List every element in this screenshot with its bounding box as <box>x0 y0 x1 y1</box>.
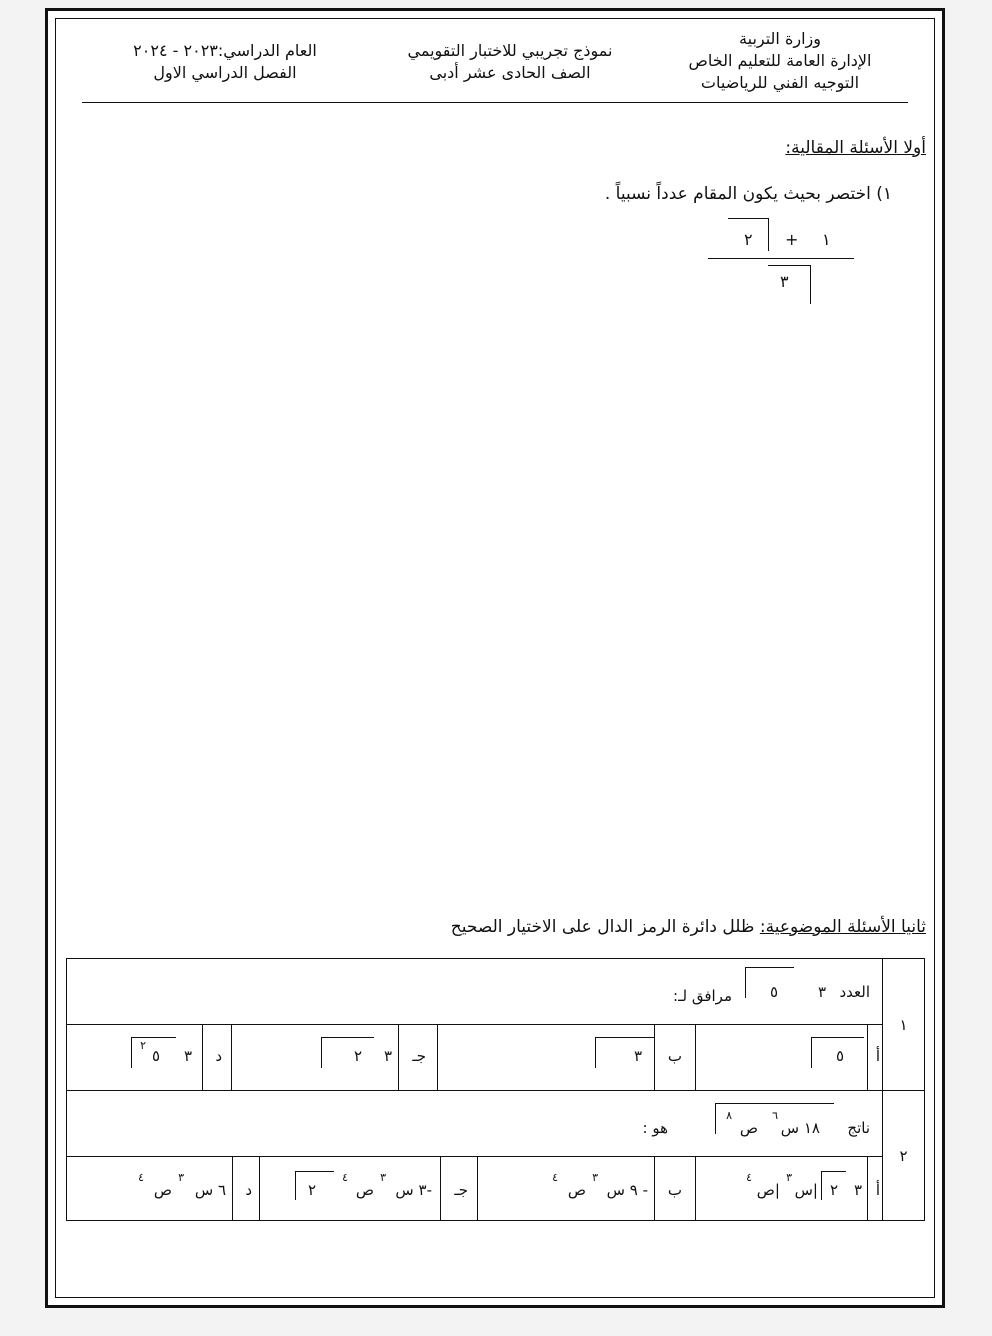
mc-q2-opt-c-value[interactable]: -٣ س <box>395 1181 432 1199</box>
mc-q2-opt-c-radical <box>295 1171 334 1200</box>
mc-q2-opt-a-x[interactable]: |س <box>794 1181 818 1199</box>
mc-q1-number-cell <box>883 959 925 1091</box>
mc-q2-opt-a-letter[interactable]: أ <box>875 1181 880 1199</box>
mc-q2-prefix: ناتج <box>847 1119 870 1137</box>
mc-q2-opt-c-letter[interactable]: جـ <box>454 1181 468 1199</box>
mc-table <box>66 958 925 1221</box>
header-exam-info <box>380 40 640 84</box>
q2-stem-cell <box>67 1091 883 1157</box>
mc-q1-suffix: مرافق لـ: <box>673 987 732 1005</box>
mc-q2-opt-a-radicand[interactable]: ٢ <box>829 1181 838 1199</box>
semester: الفصل الدراسي الاول <box>153 63 297 82</box>
mc-q2-opt-a-exp-x[interactable]: ٣ <box>786 1171 792 1184</box>
exam-title: نموذج تجريبي للاختبار التقويمي <box>407 41 613 60</box>
mc-q2-opt-a-exp-y[interactable]: ٤ <box>746 1171 752 1184</box>
header-ministry <box>680 28 880 94</box>
section1-title: أولا الأسئلة المقالية: <box>785 138 926 158</box>
q1-stem-cell <box>67 959 883 1025</box>
mc-q1-opt-d-radical <box>131 1037 176 1068</box>
mc-q2-opt-c-exp-x[interactable]: ٣ <box>380 1171 386 1184</box>
supervision-line: التوجيه الفني للرياضيات <box>700 73 860 92</box>
mc-q2-exp-x: ٦ <box>772 1109 778 1122</box>
mc-q1-opt-d-radicand[interactable]: ٥ <box>151 1047 160 1065</box>
mc-q1-opt-a-letter[interactable]: أ <box>875 1047 880 1065</box>
mc-q2-opt-d-exp-x[interactable]: ٣ <box>178 1171 184 1184</box>
q1-denominator-radicand: ٣ <box>780 272 789 291</box>
section2-heading <box>451 917 926 937</box>
q1-numerator-radicand: ٢ <box>744 230 753 249</box>
mc-q2-y: ص <box>739 1119 758 1137</box>
mc-q2-opt-a-radical <box>821 1171 846 1200</box>
header-divider <box>82 102 908 103</box>
mc-q2-exp-y: ٨ <box>726 1109 732 1122</box>
ministry-line: وزارة التربية <box>739 29 821 48</box>
mc-q2-opt-d-letter[interactable]: د <box>245 1181 252 1199</box>
mc-q1-index: ٣ <box>817 983 826 1001</box>
mc-q2-radicand: ١٨ س <box>780 1119 820 1137</box>
academic-year: العام الدراسي:٢٠٢٣ - ٢٠٢٤ <box>133 41 317 60</box>
q1-radical-sign <box>728 218 769 251</box>
mc-q1-prefix: العدد <box>839 983 870 1001</box>
mc-q1-opt-a-radical <box>811 1037 864 1068</box>
mc-q1-opt-b-radical <box>595 1037 654 1068</box>
mc-q2-opt-a-coef[interactable]: ٣ <box>853 1181 862 1199</box>
mc-q1-number: ١ <box>899 1015 908 1034</box>
mc-q2-opt-b-exp-y[interactable]: ٤ <box>552 1171 558 1184</box>
mc-q1-radicand: ٥ <box>769 983 778 1001</box>
mc-q1-opt-c-radical <box>321 1037 374 1068</box>
mc-q2-suffix: هو : <box>642 1119 668 1137</box>
mc-q2-opt-d-exp-y[interactable]: ٤ <box>138 1171 144 1184</box>
mc-q2-opt-c-y[interactable]: ص <box>355 1181 374 1199</box>
mc-q2-opt-b-exp-x[interactable]: ٣ <box>592 1171 598 1184</box>
grade-line: الصف الحادى عشر أدبى <box>429 63 591 82</box>
mc-q1-opt-d-index[interactable]: ٣ <box>183 1047 192 1065</box>
mc-q1-opt-c-radicand[interactable]: ٢ <box>353 1047 362 1065</box>
q1-fraction-bar <box>708 258 854 259</box>
mc-q1-opt-b-value[interactable]: ٣ <box>633 1047 642 1065</box>
section2-instruction: ظلل دائرة الرمز الدال على الاختيار الصحيح <box>450 917 755 937</box>
mc-q2-opt-a-y[interactable]: |ص <box>756 1181 780 1199</box>
mc-q2-radical <box>715 1103 834 1134</box>
mc-q2-opt-b-letter[interactable]: ب <box>667 1181 682 1199</box>
mc-q2-opt-d-value[interactable]: ٦ س <box>194 1181 226 1199</box>
mc-q1-opt-c-index[interactable]: ٣ <box>383 1047 392 1065</box>
mc-q2-opt-c-exp-y[interactable]: ٤ <box>342 1171 348 1184</box>
mc-q1-opt-d-letter[interactable]: د <box>215 1047 222 1065</box>
mc-q1-opt-a-value[interactable]: ٥ <box>835 1047 844 1065</box>
q1-denominator-radical <box>768 265 811 304</box>
mc-q1-opt-c-letter[interactable]: جـ <box>412 1047 426 1065</box>
mc-q2-opt-b-value[interactable]: - ٩ س <box>606 1181 648 1199</box>
mc-q2-number-cell <box>883 1091 925 1221</box>
q1-options-cell[interactable] <box>67 1025 883 1091</box>
q1-text: ١) اختصر بحيث يكون المقام عدداً نسبياً . <box>604 184 892 204</box>
mc-q2-opt-c-radicand[interactable]: ٢ <box>307 1181 316 1199</box>
mc-q1-opt-b-letter[interactable]: ب <box>667 1047 682 1065</box>
mc-q2-opt-b-y[interactable]: ص <box>567 1181 586 1199</box>
mc-q1-radical <box>745 967 794 998</box>
mc-q2-number: ٢ <box>899 1146 908 1165</box>
q1-plus: + <box>785 230 799 249</box>
mc-q1-opt-d-exponent[interactable]: ٢ <box>140 1039 146 1052</box>
department-line: الإدارة العامة للتعليم الخاص <box>688 51 872 70</box>
q2-options-cell[interactable] <box>67 1157 883 1221</box>
section2-title: ثانيا الأسئلة الموضوعية: <box>759 917 926 937</box>
mc-q2-opt-d-y[interactable]: ص <box>153 1181 172 1199</box>
header-year-info <box>100 40 350 84</box>
q1-numerator-one: ١ <box>822 230 831 249</box>
